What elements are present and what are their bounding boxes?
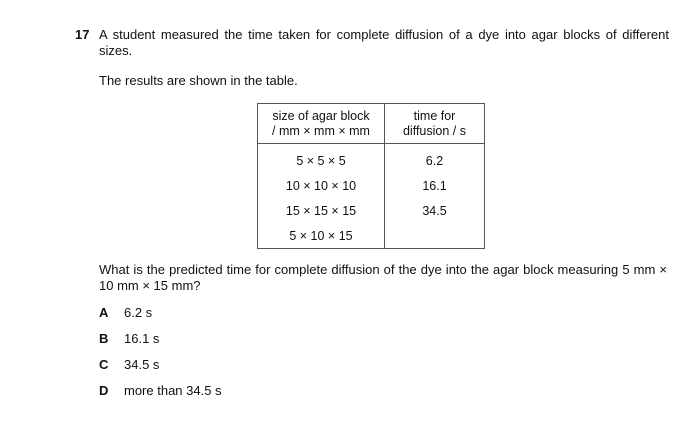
table-row bbox=[258, 223, 485, 249]
option-c[interactable] bbox=[99, 357, 159, 373]
table-header-row bbox=[258, 104, 485, 144]
cell-time: 6.2 bbox=[385, 144, 485, 174]
header-time-line2: diffusion / s bbox=[402, 123, 466, 138]
cell-size: 15 × 15 × 15 bbox=[258, 198, 385, 223]
option-letter: A bbox=[99, 305, 109, 320]
option-letter: D bbox=[99, 383, 109, 398]
cell-time: 34.5 bbox=[385, 198, 485, 223]
option-d[interactable] bbox=[99, 383, 222, 399]
question-number: 17 bbox=[75, 27, 90, 42]
cell-size: 5 × 5 × 5 bbox=[258, 144, 385, 174]
option-text: more than 34.5 s bbox=[124, 383, 222, 398]
header-time bbox=[385, 104, 485, 144]
question-prompt: What is the predicted time for complete diffusion of the dye into the agar block measuring 5 mm × 10 mm × 15 mm? bbox=[99, 262, 667, 293]
option-text: 6.2 s bbox=[124, 305, 153, 320]
table-row bbox=[258, 198, 485, 223]
option-letter: B bbox=[99, 331, 109, 346]
header-time-line1: time for bbox=[413, 108, 456, 123]
option-b[interactable] bbox=[99, 331, 159, 347]
cell-size: 10 × 10 × 10 bbox=[258, 173, 385, 198]
option-letter: C bbox=[99, 357, 109, 372]
table-row bbox=[258, 144, 485, 174]
cell-time bbox=[385, 223, 485, 249]
cell-size: 5 × 10 × 15 bbox=[258, 223, 385, 249]
table-row bbox=[258, 173, 485, 198]
results-table bbox=[257, 103, 485, 249]
question-stem: A student measured the time taken for complete diffusion of a dye into agar blocks of different sizes. bbox=[99, 27, 669, 58]
header-size-line2: / mm × mm × mm bbox=[272, 123, 370, 138]
option-text: 16.1 s bbox=[124, 331, 160, 346]
results-intro: The results are shown in the table. bbox=[99, 73, 298, 88]
header-size-line1: size of agar block bbox=[272, 108, 370, 123]
cell-time: 16.1 bbox=[385, 173, 485, 198]
option-text: 34.5 s bbox=[124, 357, 160, 372]
header-size bbox=[258, 104, 385, 144]
option-a[interactable] bbox=[99, 305, 152, 321]
